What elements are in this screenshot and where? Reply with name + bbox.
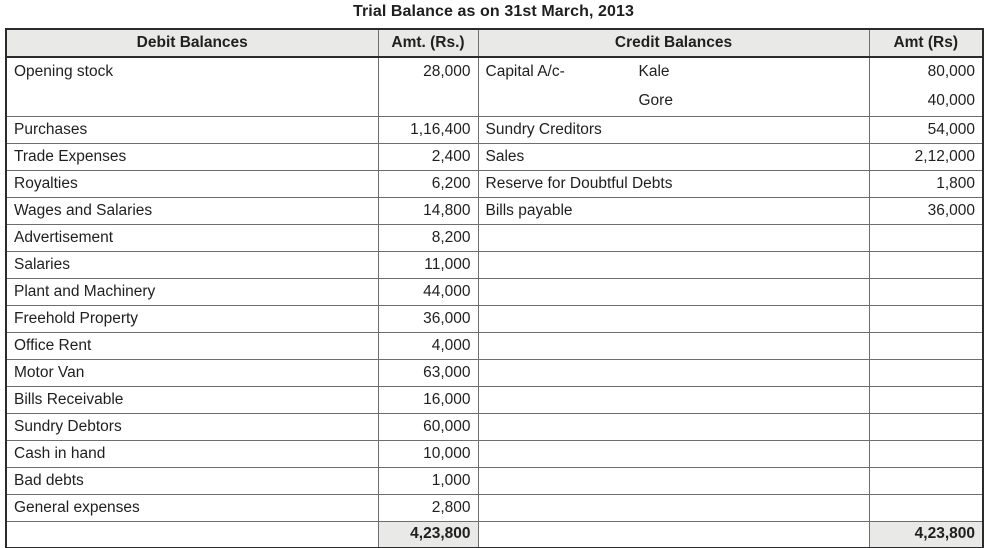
table-row: [6, 252, 983, 279]
table-row: [6, 144, 983, 171]
header-debit-balances: Debit Balances: [6, 29, 378, 57]
table-row: [6, 198, 983, 225]
table-row: [6, 333, 983, 360]
debit-amount: 4,000: [378, 333, 478, 360]
credit-label: [478, 441, 869, 468]
debit-label-text: Opening stock: [14, 63, 114, 80]
credit-amount: [869, 333, 983, 360]
credit-label: Reserve for Doubtful Debts: [478, 171, 869, 198]
credit-label: [478, 306, 869, 333]
debit-amount: 16,000: [378, 387, 478, 414]
total-debit-amount: 4,23,800: [378, 522, 478, 548]
credit-amount: [869, 306, 983, 333]
header-debit-amount: Amt. (Rs.): [378, 29, 478, 57]
debit-label: Trade Expenses: [6, 144, 378, 171]
credit-label: [478, 225, 869, 252]
credit-amount: [869, 225, 983, 252]
debit-label: Motor Van: [6, 360, 378, 387]
table-row: [6, 225, 983, 252]
debit-label: Plant and Machinery: [6, 279, 378, 306]
partner-name-kale: Kale: [638, 63, 670, 80]
table-row: [6, 387, 983, 414]
debit-label: Salaries: [6, 252, 378, 279]
debit-amount: 6,200: [378, 171, 478, 198]
credit-amount: [869, 495, 983, 522]
table-row: [6, 414, 983, 441]
credit-label: Sundry Creditors: [478, 117, 869, 144]
debit-label: General expenses: [6, 495, 378, 522]
debit-amount: 2,800: [378, 495, 478, 522]
header-credit-amount: Amt (Rs): [869, 29, 983, 57]
header-credit-balances: Credit Balances: [478, 29, 869, 57]
debit-label: Advertisement: [6, 225, 378, 252]
table-total-row: [6, 522, 983, 548]
debit-label: Bills Receivable: [6, 387, 378, 414]
credit-amount: 36,000: [869, 198, 983, 225]
credit-label: [478, 279, 869, 306]
capital-account-prefix: Capital A/c-: [485, 63, 565, 80]
table-header-row: [6, 29, 983, 57]
credit-amount: 1,800: [869, 171, 983, 198]
credit-label: [478, 414, 869, 441]
debit-label: Royalties: [6, 171, 378, 198]
debit-label: Office Rent: [6, 333, 378, 360]
total-debit-label-empty: [6, 522, 378, 548]
credit-label: Bills payable: [478, 198, 869, 225]
credit-amount: [869, 387, 983, 414]
capital-line-2: [486, 87, 862, 116]
credit-label: [478, 468, 869, 495]
debit-amount: 11,000: [378, 252, 478, 279]
credit-amount: [869, 57, 983, 117]
debit-amount: 63,000: [378, 360, 478, 387]
credit-label: [478, 387, 869, 414]
debit-label: Sundry Debtors: [6, 414, 378, 441]
table-row: [6, 171, 983, 198]
credit-amount: [869, 279, 983, 306]
debit-label: Freehold Property: [6, 306, 378, 333]
debit-amount: 10,000: [378, 441, 478, 468]
total-credit-amount: 4,23,800: [869, 522, 983, 548]
credit-label: [478, 333, 869, 360]
debit-amount: 2,400: [378, 144, 478, 171]
debit-amount: 1,16,400: [378, 117, 478, 144]
capital-line-1: [486, 58, 862, 87]
debit-amount: 1,000: [378, 468, 478, 495]
trial-balance-table: [5, 28, 984, 548]
credit-amount: 2,12,000: [869, 144, 983, 171]
table-row: [6, 495, 983, 522]
credit-label: Sales: [478, 144, 869, 171]
debit-label: [6, 57, 378, 117]
debit-amount: 8,200: [378, 225, 478, 252]
debit-label: Wages and Salaries: [6, 198, 378, 225]
table-row: [6, 279, 983, 306]
credit-amount: [869, 252, 983, 279]
debit-amount: 36,000: [378, 306, 478, 333]
capital-amount-gore: 40,000: [927, 92, 975, 109]
debit-amount: 44,000: [378, 279, 478, 306]
debit-label: Purchases: [6, 117, 378, 144]
credit-amount: [869, 441, 983, 468]
credit-amount: [869, 468, 983, 495]
total-credit-label-empty: [478, 522, 869, 548]
debit-amount: 14,800: [378, 198, 478, 225]
credit-amount: [869, 414, 983, 441]
debit-label: Bad debts: [6, 468, 378, 495]
credit-amount: 54,000: [869, 117, 983, 144]
credit-amount: [869, 360, 983, 387]
table-row: [6, 360, 983, 387]
page-title: Trial Balance as on 31st March, 2013: [352, 3, 635, 20]
table-row: [6, 468, 983, 495]
table-row: [6, 117, 983, 144]
debit-amount-text: 28,000: [423, 63, 471, 80]
debit-label: Cash in hand: [6, 441, 378, 468]
debit-amount: [378, 57, 478, 117]
credit-label: [478, 252, 869, 279]
table-row: [6, 306, 983, 333]
capital-amount-kale: 80,000: [927, 63, 975, 80]
partner-name-gore: Gore: [638, 92, 673, 109]
capital-prefix-spacer: [486, 87, 639, 116]
debit-amount: 60,000: [378, 414, 478, 441]
table-row-opening-capital: [6, 57, 983, 117]
credit-label: [478, 57, 869, 117]
credit-label: [478, 495, 869, 522]
credit-label: [478, 360, 869, 387]
table-row: [6, 441, 983, 468]
